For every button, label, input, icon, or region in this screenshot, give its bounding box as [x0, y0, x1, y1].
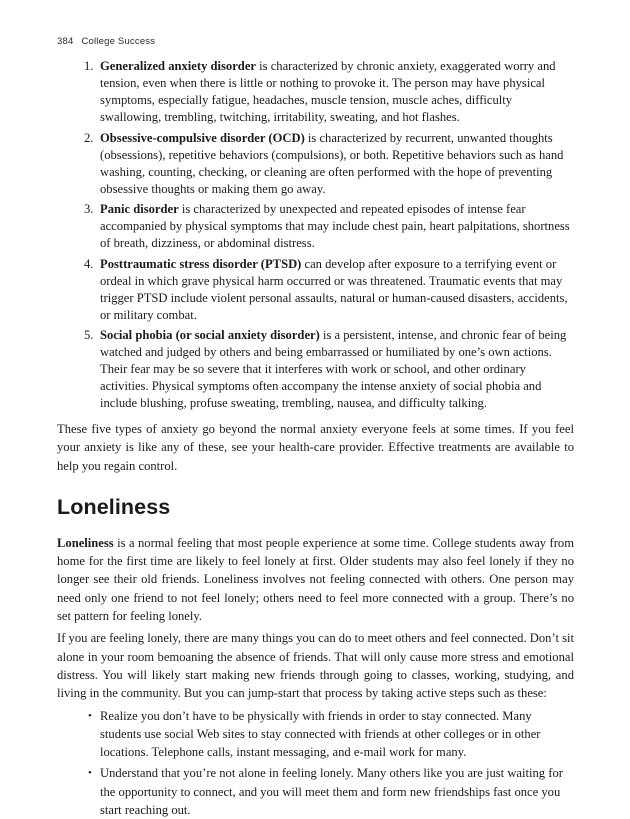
section-heading-loneliness: Loneliness	[57, 494, 171, 519]
list-number: 5.	[84, 328, 94, 342]
list-number: 1.	[84, 59, 94, 73]
loneliness-paragraph-2: If you are feeling lonely, there are many things you can do to meet others and feel connected. Don’t sit alone in your room bemoaning the absence of friends. That will only cause more stress and emotional distress. You will likely start making new friends through going to classes, working, studying, and living in the community. But you can jump-start that process by taking active steps such as these:	[57, 631, 574, 701]
bullet-marker: •	[88, 709, 92, 722]
anxiety-disorders-list	[57, 58, 574, 412]
disorder-description: can develop after exposure to a terrifying event or ordeal in which grave physical harm occurred or was threatened. Traumatic events that may trigger PTSD include violent personal assaults, natural or human-caused disasters, accidents, or military combat.	[100, 256, 568, 322]
disorder-description: is characterized by recurrent, unwanted thoughts (obsessions), repetitive behaviors (compulsions), or both. Repetitive behaviors such as hand washing, counting, checking, or cleaning are often performed with the hope of preventing obsessive thoughts or making them go away.	[100, 130, 564, 196]
list-number: 3.	[84, 202, 94, 216]
list-item-text	[100, 256, 574, 324]
disorder-term: Generalized anxiety disorder	[100, 59, 256, 73]
disorder-description: is characterized by unexpected and repeated episodes of intense fear accompanied by physical symptoms that may include chest pain, heart palpitations, shortness of breath, dizziness, or abdominal distress.	[100, 202, 570, 250]
disorder-description: is a persistent, intense, and chronic fear of being watched and judged by others and being embarrassed or humiliated by one’s own actions. Their fear may be so severe that it interferes with work or school, and other ordinary activities. Physical symptoms often accompany the intense anxiety of social phobia and include blushing, profuse sweating, trembling, nausea, and difficulty talking.	[100, 328, 567, 410]
page-number: 384	[57, 36, 74, 47]
bullet-item-stay-connected	[57, 707, 574, 762]
disorder-term: Posttraumatic stress disorder (PTSD)	[100, 256, 302, 271]
list-item-ocd	[57, 130, 574, 198]
list-item-panic-disorder	[57, 201, 574, 252]
list-item-social-phobia	[57, 327, 574, 412]
loneliness-tips-list	[57, 707, 574, 819]
disorder-term: Panic disorder	[100, 202, 179, 216]
running-header	[57, 36, 574, 47]
list-number: 4.	[84, 256, 94, 271]
list-number: 2.	[84, 130, 94, 145]
disorder-term: Social phobia (or social anxiety disorder)	[100, 328, 320, 342]
book-title: College Success	[81, 36, 156, 47]
loneliness-term: Loneliness	[57, 535, 114, 550]
loneliness-paragraph-1-text: is a normal feeling that most people experience at some time. College students away from home for the first time are likely to feel lonely at first. Older students may also feel lonely if they no longer see their old friends. Loneliness involves not feeling connected with others. One person may need only one friend to not feel lonely; others need to feel more connected with a group. There’s no set pattern for feeling lonely.	[57, 535, 574, 624]
bullet-text: Understand that you’re not alone in feeling lonely. Many others like you are just waiting for the opportunity to connect, and you will meet them and form new friendships fast once you start reaching out.	[100, 766, 563, 818]
list-item-text	[100, 327, 574, 412]
bullet-text: Realize you don’t have to be physically with friends in order to stay connected. Many students use social Web sites to stay connected with friends at other colleges or in other locations. Telephone calls, instant messaging, and e-mail work for many.	[100, 708, 541, 760]
list-item-ptsd	[57, 256, 574, 324]
bullet-marker: •	[88, 767, 92, 780]
list-item-text	[100, 130, 574, 198]
list-item-text	[100, 201, 574, 252]
list-item-text	[100, 58, 574, 126]
disorder-term: Obsessive-compulsive disorder (OCD)	[100, 130, 305, 145]
bullet-item-not-alone	[57, 764, 574, 819]
anxiety-closing-paragraph: These five types of anxiety go beyond the normal anxiety everyone feels at some times. If you feel your anxiety is like any of these, see your health-care provider. Effective treatments are available to help you regain control.	[57, 422, 574, 473]
list-item-generalized-anxiety	[57, 58, 574, 126]
loneliness-paragraph-1	[57, 534, 574, 625]
disorder-description: is characterized by chronic anxiety, exaggerated worry and tension, even when there is little or nothing to provoke it. The person may have physical symptoms, especially fatigue, headaches, muscle tension, muscle aches, difficulty swallowing, trembling, twitching, irritability, sweating, and hot flashes.	[100, 59, 556, 124]
